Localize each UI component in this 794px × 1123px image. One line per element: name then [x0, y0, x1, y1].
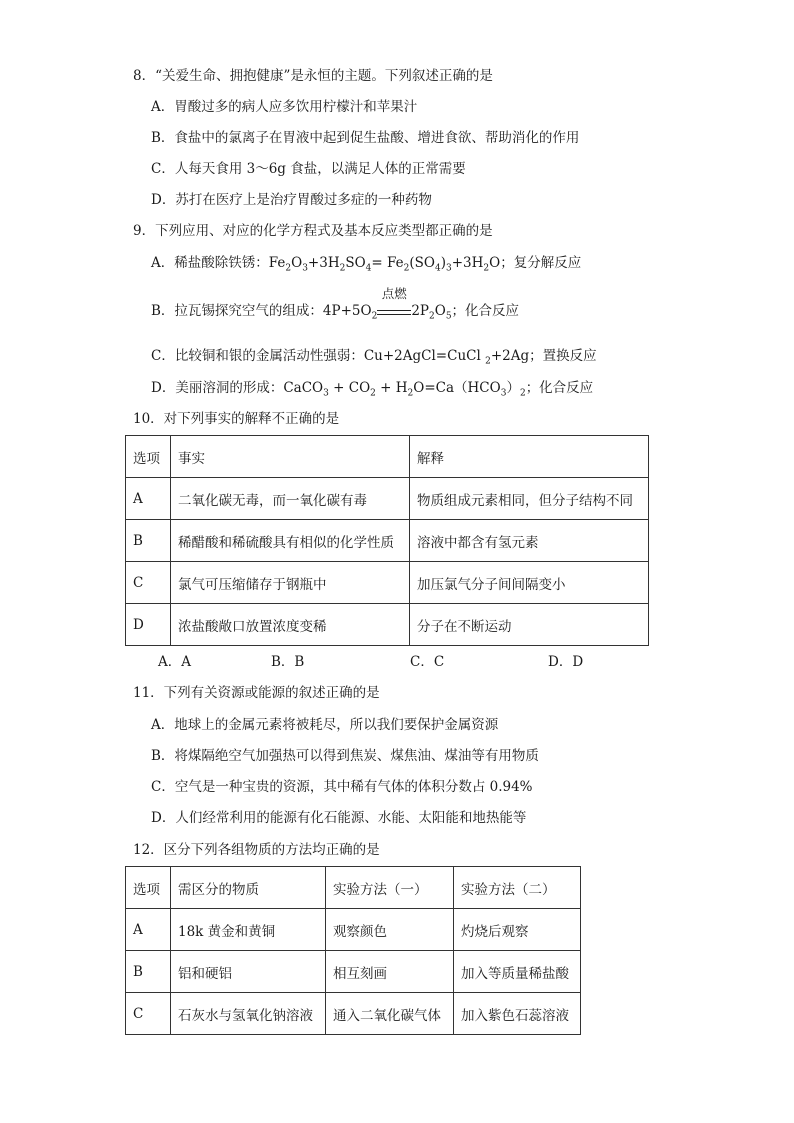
table-cell: 二氧化碳无毒，而一氧化碳有毒: [171, 478, 410, 520]
table-row: [126, 993, 581, 1035]
q11-option-c: C．空气是一种宝贵的资源，其中稀有气体的体积分数占 0.94%: [151, 779, 533, 795]
table-header-cell: 选项: [126, 867, 171, 909]
table-row: [126, 478, 649, 520]
table-header-cell: 需区分的物质: [171, 867, 326, 909]
q9-option-a: A．稀盐酸除铁锈：$Fe_2O_3+3H_2SO_4= Fe_2(SO_4)_3+3H_2O$；复分解反应: [151, 255, 582, 274]
table-cell: 分子在不断运动: [410, 604, 649, 646]
table-cell: 石灰水与氢氧化钠溶液: [171, 993, 326, 1035]
table-row: [126, 520, 649, 562]
table-row: [126, 604, 649, 646]
table-row: [126, 909, 581, 951]
table-cell: B: [126, 520, 171, 562]
table-header-cell: 实验方法（一）: [326, 867, 454, 909]
table-cell: A: [126, 478, 171, 520]
table-cell: 通入二氧化碳气体: [326, 993, 454, 1035]
q12-table: [125, 866, 581, 1035]
q8-option-d: D．苏打在医疗上是治疗胃酸过多症的一种药物: [151, 192, 432, 208]
table-cell: 溶液中都含有氢元素: [410, 520, 649, 562]
table-cell: D: [126, 604, 171, 646]
q11-stem: 11．下列有关资源或能源的叙述正确的是: [133, 685, 380, 701]
table-header-row: [126, 867, 581, 909]
q10-choice-d: D．D: [548, 654, 584, 670]
table-cell: 灼烧后观察: [454, 909, 581, 951]
table-row: [126, 951, 581, 993]
q11-option-d: D．人们经常利用的能源有化石能源、水能、太阳能和地热能等: [151, 810, 527, 826]
table-cell: C: [126, 993, 171, 1035]
q9-option-d: D．美丽溶洞的形成：CaCO$_3$ + $CO_2 + H_2O=Ca(HCO_3)_2$；化合反应: [151, 380, 594, 399]
q8-option-c: C．人每天食用 3～6g 食盐，以满足人体的正常需要: [151, 161, 466, 177]
q9-a-equation: $Fe_2O_3+3H_2SO_4= Fe_2(SO_4)_3+3H_2O$: [268, 255, 501, 274]
q9-option-b: B．拉瓦锡探究空气的组成：$4P+5O_2$ 点燃 $2P_2O_5$；化合反应: [151, 286, 520, 322]
q10-choice-a: A．A: [158, 654, 191, 670]
table-cell: 观察颜色: [326, 909, 454, 951]
q8-option-b: B．食盐中的氯离子在胃液中起到促生盐酸、增进食欲、帮助消化的作用: [151, 130, 580, 146]
table-cell: A: [126, 909, 171, 951]
table-header-row: [126, 436, 649, 478]
q10-choice-b: B．B: [271, 654, 305, 670]
equals-bar: [377, 310, 411, 315]
reaction-condition: 点燃: [377, 300, 411, 315]
table-row: [126, 562, 649, 604]
table-cell: C: [126, 562, 171, 604]
q10-stem: 10．对下列事实的解释不正确的是: [133, 411, 340, 427]
table-cell: 物质组成元素相同，但分子结构不同: [410, 478, 649, 520]
q11-option-b: B．将煤隔绝空气加强热可以得到焦炭、煤焦油、煤油等有用物质: [151, 748, 539, 764]
q10-choice-c: C．C: [410, 654, 445, 670]
table-header-cell: 选项: [126, 436, 171, 478]
table-cell: 铝和硬铝: [171, 951, 326, 993]
table-cell: B: [126, 951, 171, 993]
q10-table: [125, 435, 649, 646]
q8-stem: 8．“关爱生命、拥抱健康”是永恒的主题。下列叙述正确的是: [133, 68, 493, 84]
table-cell: 氯气可压缩储存于钢瓶中: [171, 562, 410, 604]
table-cell: 加入紫色石蕊溶液: [454, 993, 581, 1035]
q12-stem: 12．区分下列各组物质的方法均正确的是: [133, 842, 380, 858]
q11-option-a: A．地球上的金属元素将被耗尽，所以我们要保护金属资源: [151, 717, 499, 733]
table-cell: 18k 黄金和黄铜: [171, 909, 326, 951]
table-header-cell: 解释: [410, 436, 649, 478]
table-cell: 加入等质量稀盐酸: [454, 951, 581, 993]
q9-stem: 9．下列应用、对应的化学方程式及基本反应类型都正确的是: [133, 223, 493, 239]
table-cell: 加压氯气分子间间隔变小: [410, 562, 649, 604]
table-header-cell: 事实: [171, 436, 410, 478]
table-cell: 相互刻画: [326, 951, 454, 993]
q8-option-a: A．胃酸过多的病人应多饮用柠檬汁和苹果汁: [151, 99, 418, 115]
table-header-cell: 实验方法（二）: [454, 867, 581, 909]
table-cell: 稀醋酸和稀硫酸具有相似的化学性质: [171, 520, 410, 562]
q9-d-equation: CaCO$_3$ + $CO_2 + H_2O=Ca(HCO_3)_2$: [283, 380, 526, 399]
table-cell: 浓盐酸敞口放置浓度变稀: [171, 604, 410, 646]
q9-c-equation: Cu+2AgCl=CuCl $_2$+2Ag: [363, 348, 530, 367]
q9-b-equation: $4P+5O_2$ 点燃 $2P_2O_5$: [322, 286, 452, 322]
q9-option-c: C．比较铜和银的金属活动性强弱：Cu+2AgCl=CuCl $_2$+2Ag；置换反应: [151, 348, 597, 367]
